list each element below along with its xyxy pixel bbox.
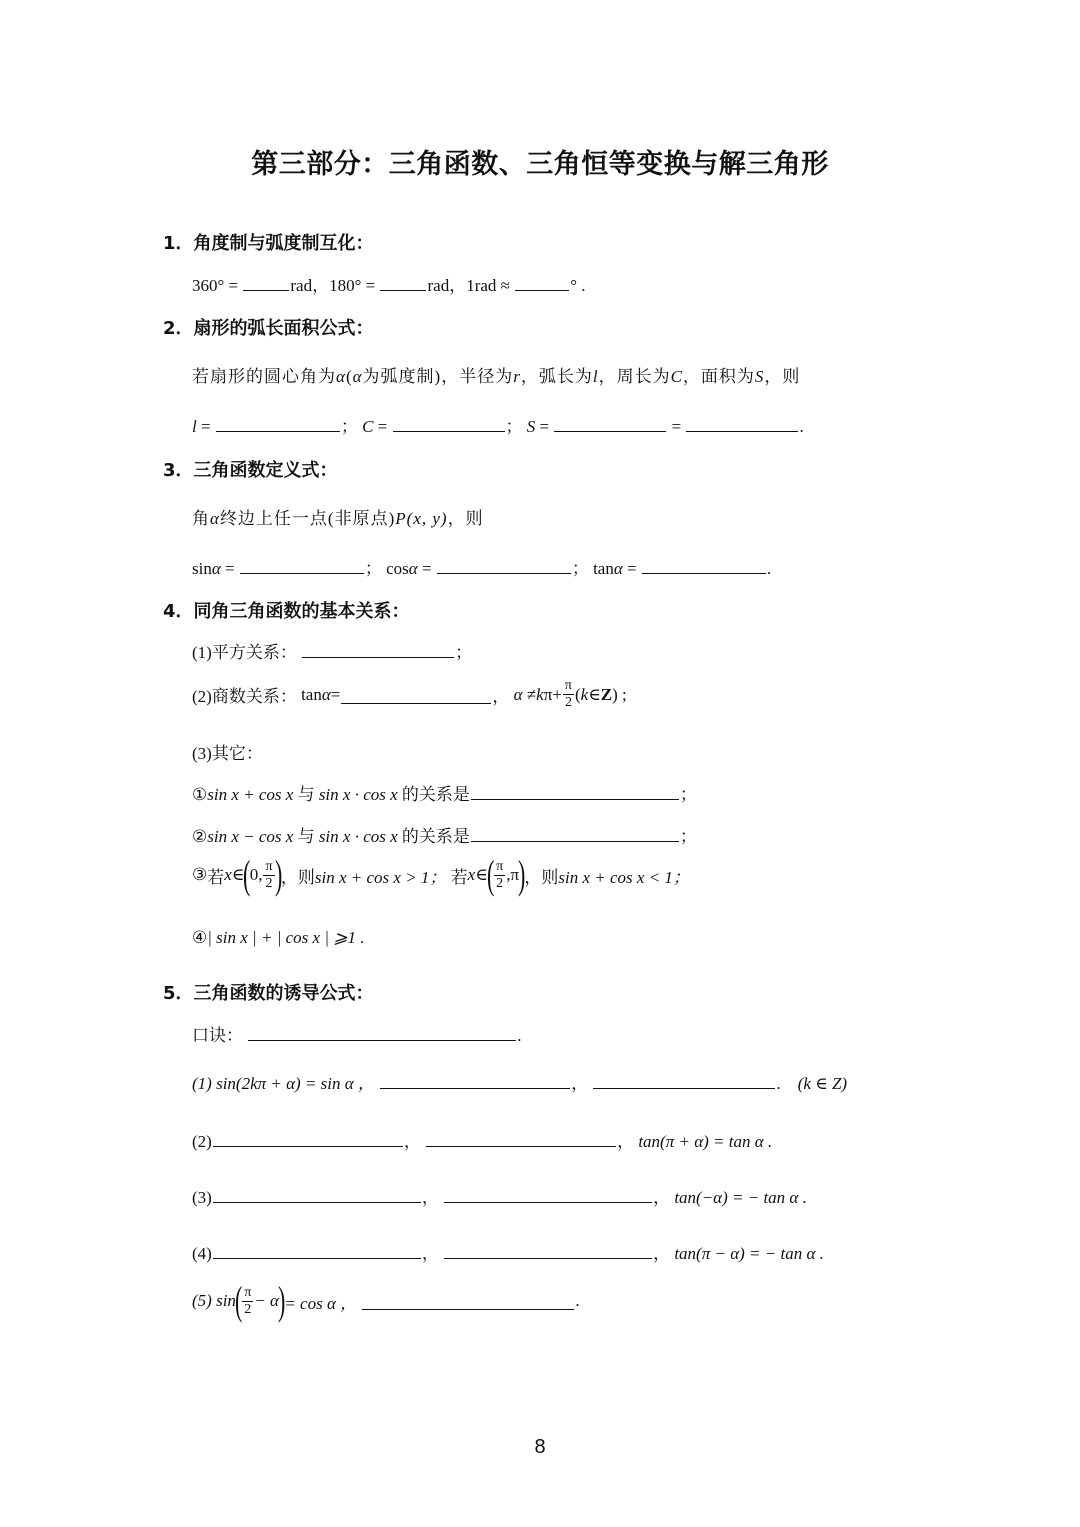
comma: ，	[653, 1244, 671, 1263]
expression: sin x · cos x	[318, 785, 398, 804]
section-5-heading: 5．三角函数的诱导公式：	[163, 983, 374, 1004]
then-text: ，则	[524, 867, 559, 887]
blank-formula-4a[interactable]	[213, 1241, 421, 1259]
connector: 与	[293, 827, 319, 846]
left-paren: (	[486, 852, 495, 897]
formula-number: (3)	[192, 1188, 212, 1207]
semicolon: ；	[679, 785, 697, 804]
separator: ；	[364, 559, 382, 578]
not-equal: ≠	[526, 684, 537, 704]
left-paren: (	[243, 852, 251, 897]
formula-number: (2)	[192, 1132, 212, 1151]
fraction-denominator: 2	[496, 875, 504, 891]
section-1-formula	[192, 271, 586, 296]
interval-start: 0,	[249, 865, 263, 884]
blank-l[interactable]	[216, 414, 340, 432]
blank-formula-3b[interactable]	[444, 1185, 652, 1203]
desc-text: 为弧度制)，半径为	[362, 367, 514, 386]
tan-label: tan	[301, 684, 322, 704]
S-label: S	[526, 417, 536, 436]
plus: +	[552, 684, 562, 704]
comma: ，	[571, 1074, 589, 1093]
alpha-symbol: α	[352, 367, 363, 386]
blank-mnemonic[interactable]	[248, 1023, 516, 1041]
comma: ，	[403, 1132, 421, 1151]
sin-label: sin	[192, 559, 212, 578]
text-rad-1: rad，1rad ≈	[427, 276, 510, 295]
blank-180[interactable]	[380, 273, 426, 291]
formula: (1) sin(2kπ + α) = sin α ，	[192, 1074, 375, 1093]
blank-tan[interactable]	[642, 556, 766, 574]
integers-symbol: Z	[600, 684, 613, 704]
alpha-symbol: α	[210, 509, 220, 528]
section-2-heading: 2．扇形的弧长面积公式：	[163, 318, 374, 339]
circled-number-1: ①	[192, 785, 208, 804]
formula: tan(−α) = − tan α .	[674, 1188, 807, 1207]
blank-quotient-relation[interactable]	[341, 686, 491, 704]
alpha-symbol: α	[336, 367, 346, 386]
point-coordinates: (x, y)	[406, 509, 448, 528]
blank-S1[interactable]	[554, 414, 666, 432]
inequality: sin x + cos x > 1；	[314, 867, 447, 887]
k-symbol: k	[536, 684, 544, 704]
period: .	[776, 1074, 781, 1093]
fraction-numerator: π	[496, 858, 504, 874]
area-symbol: S	[754, 367, 765, 386]
formula: tan(π + α) = tan α .	[638, 1132, 773, 1151]
equals: =	[421, 559, 432, 578]
period: .	[766, 559, 772, 578]
separator: ；	[505, 417, 523, 436]
desc-text: 若扇形的圆心角为	[192, 367, 336, 386]
desc-text: ，则	[764, 367, 801, 386]
other-relations-label: (3)其它：	[192, 744, 263, 763]
element-of: ∈	[588, 684, 601, 704]
paren-close: ) ;	[612, 684, 627, 704]
quotient-relation-line	[192, 678, 627, 711]
other-relation-3	[192, 852, 690, 897]
induction-formula-3	[192, 1183, 807, 1208]
separator: ；	[340, 417, 358, 436]
comma: ，	[421, 1244, 439, 1263]
text-360: 360° =	[192, 276, 239, 295]
interval-end: ,π	[506, 865, 520, 884]
period: .	[799, 417, 804, 436]
page-number: 8	[534, 1436, 546, 1458]
equals: =	[671, 417, 682, 436]
formula: = cos α ，	[284, 1293, 358, 1313]
blank-1rad[interactable]	[515, 273, 569, 291]
quotient-relation-label: (2)商数关系：	[192, 687, 297, 706]
comma: ，	[653, 1188, 671, 1207]
blank-formula-1b[interactable]	[593, 1071, 775, 1089]
alpha-symbol: α	[613, 559, 623, 578]
fraction-denominator: 2	[265, 875, 273, 891]
blank-square-relation[interactable]	[302, 640, 454, 658]
alpha-symbol: α	[211, 559, 221, 578]
blank-sin[interactable]	[240, 556, 364, 574]
formula: (5) sin	[192, 1291, 236, 1310]
element-of: ∈	[475, 865, 488, 884]
equals: =	[225, 559, 235, 578]
equals: =	[539, 417, 550, 436]
alpha-symbol: α	[408, 559, 418, 578]
C-label: C	[362, 417, 374, 436]
section-3-formulas	[192, 554, 771, 579]
blank-formula-2a[interactable]	[213, 1129, 403, 1147]
circled-number-4: ④	[192, 928, 208, 947]
fraction-numerator: π	[244, 1284, 252, 1300]
blank-formula-4b[interactable]	[444, 1241, 652, 1259]
inequality: | sin x | + | cos x | ⩾1 .	[207, 928, 365, 947]
comma: ，	[492, 687, 510, 706]
page-title: 第三部分：三角函数、三角恒等变换与解三角形	[251, 149, 829, 180]
relation-text: 的关系是	[397, 827, 470, 846]
right-paren: )	[277, 1278, 286, 1323]
pi-over-2-fraction	[494, 859, 505, 892]
induction-formula-4	[192, 1239, 824, 1264]
perimeter-symbol: C	[670, 367, 683, 386]
mnemonic-label: 口诀：	[192, 1026, 243, 1045]
blank-cos[interactable]	[437, 556, 571, 574]
fraction-denominator: 2	[244, 1301, 252, 1317]
desc-text: ，则	[447, 509, 484, 528]
section-1-heading: 1．角度制与弧度制互化：	[163, 233, 374, 254]
section-2-description	[192, 362, 800, 387]
pi-over-2-fraction	[242, 1285, 253, 1318]
separator: ；	[571, 559, 589, 578]
blank-formula-5[interactable]	[362, 1292, 574, 1310]
semicolon: ；	[679, 827, 697, 846]
square-relation-label: (1)平方关系：	[192, 643, 297, 662]
induction-formula-5	[192, 1278, 580, 1323]
equals: =	[377, 417, 388, 436]
arc-symbol: l	[592, 367, 599, 386]
comma: ，	[421, 1188, 439, 1207]
k-in-Z: (k ∈ Z)	[797, 1074, 848, 1093]
expression: sin x − cos x	[207, 827, 294, 846]
desc-text: ，面积为	[682, 367, 755, 386]
tan-label: tan	[593, 559, 614, 578]
section-3-description	[192, 504, 484, 529]
blank-relation-1[interactable]	[471, 782, 679, 800]
blank-relation-2[interactable]	[471, 824, 679, 842]
k-symbol: k	[580, 684, 589, 704]
desc-text: ，周长为	[598, 367, 671, 386]
right-paren: )	[274, 852, 282, 897]
alpha-symbol: α	[513, 684, 523, 704]
circled-number-2: ②	[192, 827, 208, 846]
blank-C[interactable]	[393, 414, 505, 432]
other-relation-4	[192, 928, 365, 948]
circled-number-3: ③	[192, 865, 208, 884]
fraction-denominator: 2	[564, 695, 572, 710]
comma: ，	[617, 1132, 635, 1151]
section-3-heading: 3．三角函数定义式：	[163, 460, 338, 481]
desc-text: ，弧长为	[520, 367, 593, 386]
pi-symbol: π	[543, 684, 553, 704]
other-relation-2	[192, 822, 697, 847]
other-relation-1	[192, 780, 697, 805]
equals: =	[627, 559, 637, 578]
connector: 与	[293, 785, 319, 804]
radius-symbol: r	[513, 367, 521, 386]
desc-text: (	[345, 367, 353, 386]
inequality: sin x + cos x < 1；	[558, 867, 690, 887]
blank-formula-1a[interactable]	[380, 1071, 570, 1089]
expression: sin x + cos x	[207, 785, 294, 804]
fraction-numerator: π	[265, 858, 273, 874]
section-4-heading: 4．同角三角函数的基本关系：	[163, 601, 410, 622]
mnemonic-line	[192, 1021, 522, 1046]
blank-formula-2b[interactable]	[426, 1129, 616, 1147]
pi-over-2-fraction	[563, 678, 574, 711]
element-of: ∈	[231, 865, 245, 884]
fraction-numerator: π	[564, 678, 572, 693]
formula: − α	[254, 1291, 279, 1310]
cos-label: cos	[386, 559, 409, 578]
induction-formula-2	[192, 1127, 772, 1152]
period: .	[517, 1026, 522, 1045]
desc-text: 终边上任一点(非原点)	[219, 509, 396, 528]
period: .	[575, 1291, 580, 1310]
blank-formula-3a[interactable]	[213, 1185, 421, 1203]
pi-over-2-fraction	[263, 859, 274, 892]
text-rad-180: rad，180° =	[290, 276, 376, 295]
equals: =	[330, 684, 341, 704]
desc-text: 角	[192, 509, 210, 528]
section-2-formulas	[192, 412, 804, 437]
if-text: 若	[207, 867, 225, 887]
blank-S2[interactable]	[686, 414, 798, 432]
paren-open: (	[574, 684, 581, 704]
point-symbol: P	[395, 509, 407, 528]
equals: =	[200, 417, 211, 436]
expression: sin x · cos x	[318, 827, 398, 846]
l-label: l	[192, 417, 197, 436]
induction-formula-1	[192, 1069, 847, 1094]
then-text: ，则	[280, 867, 315, 887]
text-degree: ° .	[570, 276, 586, 295]
relation-text: 的关系是	[397, 785, 470, 804]
formula: tan(π − α) = − tan α .	[674, 1244, 824, 1263]
formula-number: (4)	[192, 1244, 212, 1263]
if-text: 若	[450, 867, 468, 887]
right-paren: )	[518, 852, 526, 897]
square-relation-line	[192, 638, 472, 663]
left-paren: (	[234, 1278, 243, 1323]
semicolon: ；	[455, 643, 473, 662]
x-symbol: x	[467, 865, 476, 884]
blank-360[interactable]	[243, 273, 289, 291]
alpha-symbol: α	[321, 684, 331, 704]
x-symbol: x	[224, 865, 232, 884]
